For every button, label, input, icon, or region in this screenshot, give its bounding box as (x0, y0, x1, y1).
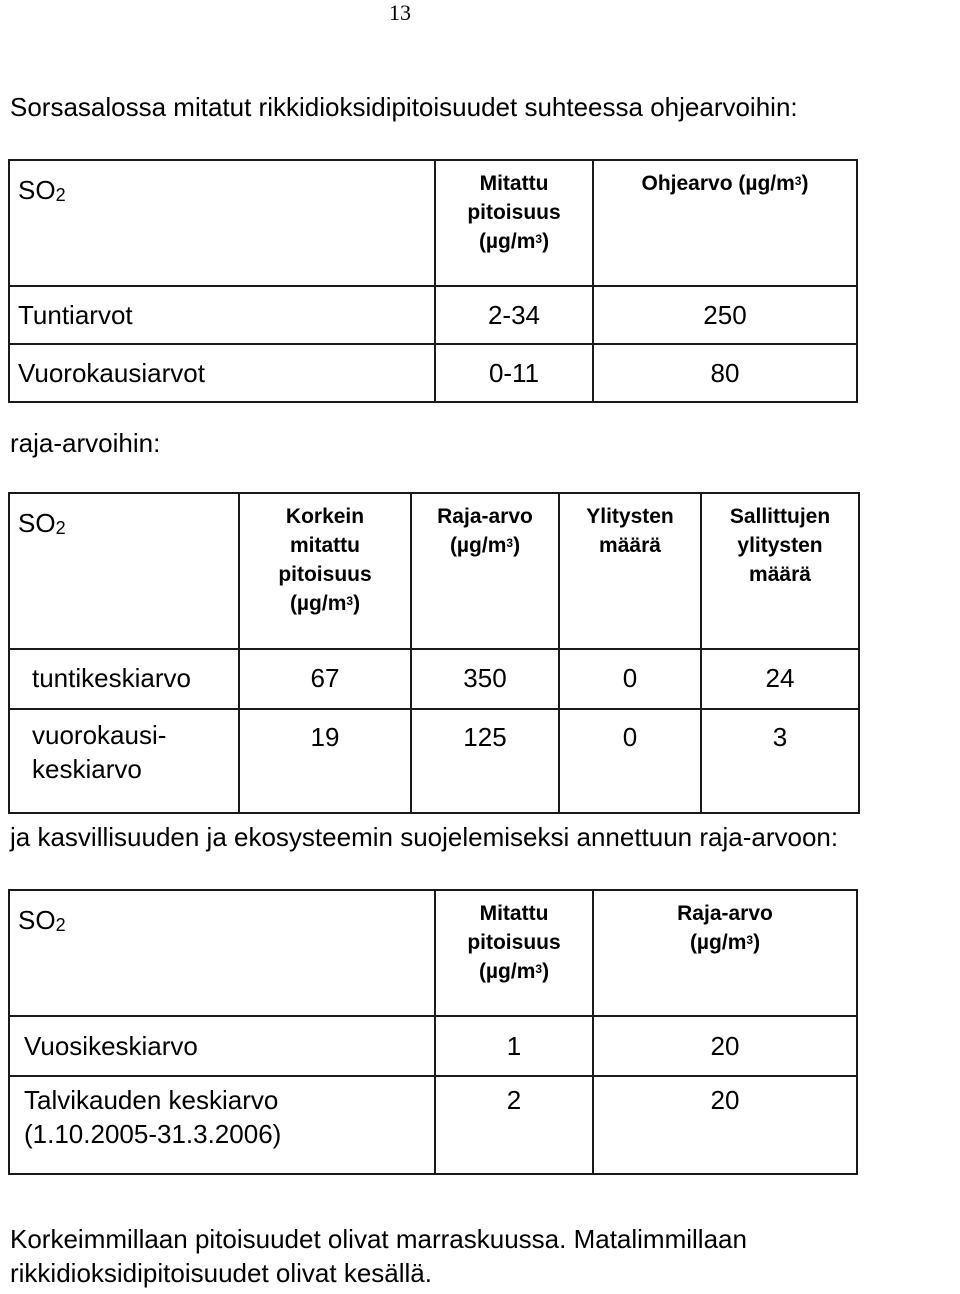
table-row (9, 649, 859, 709)
guide-value: 250 (593, 286, 857, 344)
so2-header: $SO_2$ (9, 160, 435, 286)
section1-heading: Sorsasalossa mitatut rikkidioksidipitoisuudet suhteessa ohjearvoihin: (10, 92, 798, 122)
row-label: vuorokausi- keskiarvo (9, 709, 239, 813)
measured-header: Mitattu pitoisuus $(\mu g/m^3)$ (435, 160, 593, 286)
measured-value: 2 (435, 1076, 593, 1174)
measured-header: Mitattu pitoisuus $(\mu g/m^3)$ (435, 890, 593, 1016)
measured-value: 1 (435, 1016, 593, 1076)
row-label: Vuorokausiarvot (9, 344, 435, 402)
highest-value: 67 (239, 649, 411, 709)
table-header-row (9, 160, 857, 286)
row-label: tuntikeskiarvo (9, 649, 239, 709)
section3-heading: ja kasvillisuuden ja ekosysteemin suojelemiseksi annettuun raja-arvoon: (10, 822, 839, 852)
limit-values-table (8, 492, 860, 814)
highest-header: Korkein mitattu pitoisuus $(\mu g/m^3)$ (239, 493, 411, 649)
guide-values-table (8, 159, 858, 403)
measured-value: 0-11 (435, 344, 593, 402)
page-number: 13 (389, 0, 411, 25)
allowed-value: 3 (701, 709, 859, 813)
highest-value: 19 (239, 709, 411, 813)
table-row (9, 286, 857, 344)
limit-value: 125 (411, 709, 559, 813)
table-row (9, 1016, 857, 1076)
exceed-value: 0 (559, 649, 701, 709)
guide-value: 80 (593, 344, 857, 402)
allowed-header: Sallittujen ylitysten määrä (701, 493, 859, 649)
so2-header: $SO_2$ (9, 493, 239, 649)
table-row (9, 344, 857, 402)
table-row (9, 1076, 857, 1174)
limit-header: Raja-arvo $(\mu g/m^3)$ (411, 493, 559, 649)
table-header-row (9, 890, 857, 1016)
section2-heading: raja-arvoihin: (10, 428, 161, 458)
row-label: Tuntiarvot (9, 286, 435, 344)
row-label: Vuosikeskiarvo (9, 1016, 435, 1076)
limit-value: 350 (411, 649, 559, 709)
measured-value: 2-34 (435, 286, 593, 344)
ecosystem-limit-table (8, 889, 858, 1175)
limit-value: 20 (593, 1076, 857, 1174)
limit-header: Raja-arvo $(\mu g/m^3)$ (593, 890, 857, 1016)
so2-header: $SO_2$ (9, 890, 435, 1016)
guide-header: Ohjearvo $(\mu g/m^3)$ (593, 160, 857, 286)
limit-value: 20 (593, 1016, 857, 1076)
exceed-value: 0 (559, 709, 701, 813)
row-label: Talvikauden keskiarvo (1.10.2005-31.3.2006) (9, 1076, 435, 1174)
table-header-row (9, 493, 859, 649)
footer-paragraph: Korkeimmillaan pitoisuudet olivat marraskuussa. Matalimmillaan rikkidioksidipitoisuudet olivat kesällä. (10, 1224, 747, 1288)
table-row (9, 709, 859, 813)
exceed-header: Ylitysten määrä (559, 493, 701, 649)
allowed-value: 24 (701, 649, 859, 709)
